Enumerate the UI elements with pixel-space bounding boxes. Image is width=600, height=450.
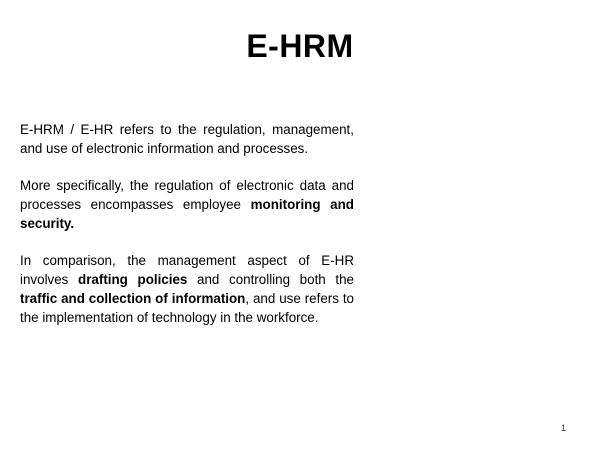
paragraph-management-text-mid: and controlling both the (187, 272, 354, 287)
paragraph-regulation (20, 176, 354, 233)
paragraph-management (20, 251, 354, 327)
emphasis-drafting-policies: drafting policies (78, 272, 188, 287)
emphasis-traffic-collection: traffic and collection of information (20, 291, 246, 306)
emphasis-monitoring-security: monitoring and security. (20, 197, 354, 231)
slide-title: E-HRM (246, 28, 354, 64)
slide-body (20, 120, 354, 345)
paragraph-regulation-text: More specifically, the regulation of electronic data and processes encompasses employee (20, 178, 354, 212)
paragraph-management-text-end: , and use refers to the implementation of technology in the workforce. (20, 291, 354, 325)
paragraph-management-text-start: In comparison, the management aspect of E-HR involves (20, 253, 354, 287)
paragraph-definition: E-HRM / E-HR refers to the regulation, management, and use of electronic information and processes. (20, 122, 354, 156)
page-number: 1 (560, 423, 566, 433)
